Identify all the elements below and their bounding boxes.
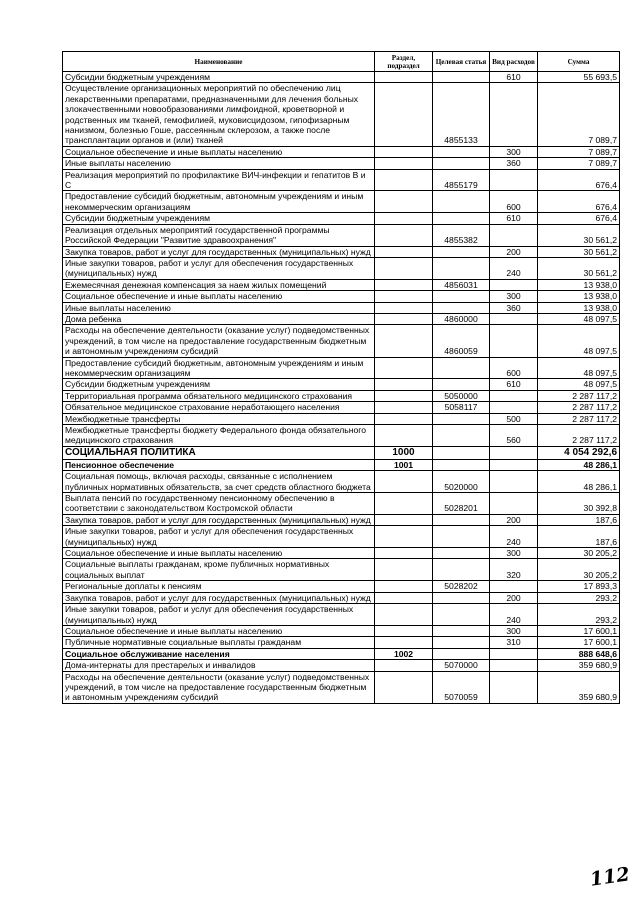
row-name: Субсидии бюджетным учреждениям — [63, 213, 375, 224]
table-row — [63, 548, 620, 559]
row-target: 5070000 — [433, 660, 490, 671]
row-name: Межбюджетные трансферты бюджету Федерального фонда обязательного медицинского страхования — [63, 425, 375, 447]
row-sum: 48 286,1 — [538, 471, 620, 493]
row-target — [433, 604, 490, 626]
row-name: Обязательное медицинское страхование неработающего населения — [63, 402, 375, 413]
row-sum: 48 097,5 — [538, 357, 620, 379]
row-sum: 676,4 — [538, 169, 620, 191]
table-row — [63, 514, 620, 525]
table-body — [63, 72, 620, 704]
row-type — [490, 169, 538, 191]
row-target — [433, 357, 490, 379]
header-section: Раздел, подраздел — [375, 52, 433, 72]
row-sum: 359 680,9 — [538, 671, 620, 703]
row-target — [433, 257, 490, 279]
table-row — [63, 379, 620, 390]
row-section — [375, 493, 433, 515]
row-name: Выплата пенсий по государственному пенсионному обеспечению в соответствии с законодательством Костромской области — [63, 493, 375, 515]
row-name: Пенсионное обеспечение — [63, 459, 375, 470]
row-type — [490, 459, 538, 470]
header-name: Наименование — [63, 52, 375, 72]
row-sum: 13 938,0 — [538, 302, 620, 313]
header-type: Вид расходов — [490, 52, 538, 72]
row-name: Предоставление субсидий бюджетным, автономным учреждениям и иным некоммерческим организациям — [63, 191, 375, 213]
row-sum: 359 680,9 — [538, 660, 620, 671]
table-row — [63, 390, 620, 401]
row-section — [375, 83, 433, 146]
row-sum: 2 287 117,2 — [538, 413, 620, 424]
row-sum: 187,6 — [538, 514, 620, 525]
row-name: СОЦИАЛЬНАЯ ПОЛИТИКА — [63, 446, 375, 459]
table-row — [63, 169, 620, 191]
row-type — [490, 390, 538, 401]
row-section — [375, 625, 433, 636]
row-section — [375, 514, 433, 525]
row-type: 500 — [490, 413, 538, 424]
row-type: 300 — [490, 548, 538, 559]
row-section — [375, 313, 433, 324]
row-target — [433, 413, 490, 424]
row-sum: 30 205,2 — [538, 559, 620, 581]
row-name: Закупка товаров, работ и услуг для государственных (муниципальных) нужд — [63, 246, 375, 257]
row-sum: 7 089,7 — [538, 146, 620, 157]
table-row — [63, 625, 620, 636]
table-row — [63, 325, 620, 357]
row-name: Предоставление субсидий бюджетным, автономным учреждениям и иным некоммерческим организациям — [63, 357, 375, 379]
row-type — [490, 671, 538, 703]
table-row — [63, 357, 620, 379]
row-type: 600 — [490, 357, 538, 379]
row-section — [375, 72, 433, 83]
row-section — [375, 604, 433, 626]
table-row — [63, 493, 620, 515]
row-name: Иные закупки товаров, работ и услуг для обеспечения государственных (муниципальных) нужд — [63, 526, 375, 548]
table-row — [63, 413, 620, 424]
table-row — [63, 191, 620, 213]
row-type: 300 — [490, 146, 538, 157]
table-row — [63, 604, 620, 626]
row-type — [490, 471, 538, 493]
row-sum: 2 287 117,2 — [538, 402, 620, 413]
row-section — [375, 279, 433, 290]
table-row — [63, 246, 620, 257]
row-sum: 13 938,0 — [538, 279, 620, 290]
row-target — [433, 146, 490, 157]
table-row — [63, 559, 620, 581]
budget-table — [62, 51, 620, 704]
table-row — [63, 446, 620, 459]
row-section: 1001 — [375, 459, 433, 470]
row-section — [375, 357, 433, 379]
row-section — [375, 390, 433, 401]
row-sum: 48 097,5 — [538, 325, 620, 357]
row-sum: 30 392,8 — [538, 493, 620, 515]
row-sum: 48 097,5 — [538, 379, 620, 390]
row-target: 5058117 — [433, 402, 490, 413]
row-name: Закупка товаров, работ и услуг для государственных (муниципальных) нужд — [63, 592, 375, 603]
row-type: 240 — [490, 257, 538, 279]
row-target — [433, 625, 490, 636]
row-section: 1002 — [375, 648, 433, 659]
row-section — [375, 671, 433, 703]
row-section — [375, 191, 433, 213]
table-row — [63, 224, 620, 246]
row-sum: 676,4 — [538, 191, 620, 213]
row-type: 600 — [490, 191, 538, 213]
row-section — [375, 660, 433, 671]
row-section — [375, 559, 433, 581]
row-type — [490, 648, 538, 659]
row-target — [433, 291, 490, 302]
row-name: Закупка товаров, работ и услуг для государственных (муниципальных) нужд — [63, 514, 375, 525]
table-row — [63, 526, 620, 548]
row-target: 5028202 — [433, 581, 490, 592]
table-row — [63, 213, 620, 224]
table-row — [63, 402, 620, 413]
table-row — [63, 83, 620, 146]
row-type: 240 — [490, 526, 538, 548]
row-type: 200 — [490, 246, 538, 257]
row-sum: 30 561,2 — [538, 246, 620, 257]
row-name: Расходы на обеспечение деятельности (оказание услуг) подведомственных учреждений, в том числе на предоставление государственным бюджетным и автономным учреждениям субсидий — [63, 325, 375, 357]
row-section: 1000 — [375, 446, 433, 459]
row-name: Реализация мероприятий по профилактике ВИЧ-инфекции и гепатитов В и С — [63, 169, 375, 191]
table-header-row — [63, 52, 620, 72]
row-section — [375, 637, 433, 648]
row-name: Иные закупки товаров, работ и услуг для обеспечения государственных (муниципальных) нужд — [63, 604, 375, 626]
row-name: Социальное обеспечение и иные выплаты населению — [63, 548, 375, 559]
row-target — [433, 246, 490, 257]
row-type: 200 — [490, 514, 538, 525]
row-target: 4860000 — [433, 313, 490, 324]
row-type: 610 — [490, 72, 538, 83]
row-target — [433, 548, 490, 559]
row-section — [375, 413, 433, 424]
row-target: 4855179 — [433, 169, 490, 191]
row-target — [433, 158, 490, 169]
row-target — [433, 379, 490, 390]
row-target — [433, 191, 490, 213]
table-row — [63, 146, 620, 157]
row-section — [375, 257, 433, 279]
row-target: 4855133 — [433, 83, 490, 146]
row-section — [375, 526, 433, 548]
row-target — [433, 446, 490, 459]
table-row — [63, 425, 620, 447]
table-row — [63, 313, 620, 324]
row-sum: 293,2 — [538, 592, 620, 603]
row-name: Социальное обслуживание населения — [63, 648, 375, 659]
row-type — [490, 581, 538, 592]
row-target: 4856031 — [433, 279, 490, 290]
row-type: 240 — [490, 604, 538, 626]
row-sum: 676,4 — [538, 213, 620, 224]
table-row — [63, 671, 620, 703]
row-name: Территориальная программа обязательного медицинского страхования — [63, 390, 375, 401]
row-name: Субсидии бюджетным учреждениям — [63, 72, 375, 83]
row-name: Социальное обеспечение и иные выплаты населению — [63, 146, 375, 157]
row-sum: 2 287 117,2 — [538, 390, 620, 401]
row-target: 4855382 — [433, 224, 490, 246]
row-name: Иные выплаты населению — [63, 158, 375, 169]
row-target — [433, 72, 490, 83]
row-name: Иные закупки товаров, работ и услуг для обеспечения государственных (муниципальных) нужд — [63, 257, 375, 279]
row-sum: 4 054 292,6 — [538, 446, 620, 459]
row-type — [490, 660, 538, 671]
row-sum: 2 287 117,2 — [538, 425, 620, 447]
table-row — [63, 291, 620, 302]
row-sum: 55 693,5 — [538, 72, 620, 83]
row-type — [490, 279, 538, 290]
row-sum: 17 600,1 — [538, 625, 620, 636]
row-section — [375, 592, 433, 603]
table-row — [63, 459, 620, 470]
row-section — [375, 379, 433, 390]
table-row — [63, 592, 620, 603]
row-type — [490, 325, 538, 357]
row-target: 5020000 — [433, 471, 490, 493]
row-target — [433, 514, 490, 525]
row-section — [375, 581, 433, 592]
row-section — [375, 325, 433, 357]
row-target — [433, 648, 490, 659]
row-type: 310 — [490, 637, 538, 648]
row-name: Ежемесячная денежная компенсация за наем жилых помещений — [63, 279, 375, 290]
row-name: Расходы на обеспечение деятельности (оказание услуг) подведомственных учреждений, в том числе на предоставление государственным бюджетным и автономным учреждениям субсидий — [63, 671, 375, 703]
row-type: 610 — [490, 379, 538, 390]
row-sum: 13 938,0 — [538, 291, 620, 302]
row-name: Социальная помощь, включая расходы, связанные с исполнением публичных нормативных обязательств, за счет средств областного бюджета — [63, 471, 375, 493]
row-target — [433, 213, 490, 224]
row-type — [490, 446, 538, 459]
row-target: 5050000 — [433, 390, 490, 401]
row-section — [375, 158, 433, 169]
row-sum: 30 561,2 — [538, 224, 620, 246]
header-sum: Сумма — [538, 52, 620, 72]
row-type: 300 — [490, 625, 538, 636]
row-type: 610 — [490, 213, 538, 224]
table-row — [63, 72, 620, 83]
row-target: 5028201 — [433, 493, 490, 515]
row-name: Межбюджетные трансферты — [63, 413, 375, 424]
table-row — [63, 660, 620, 671]
row-name: Иные выплаты населению — [63, 302, 375, 313]
row-sum: 17 893,3 — [538, 581, 620, 592]
row-sum: 187,6 — [538, 526, 620, 548]
row-type: 360 — [490, 158, 538, 169]
row-section — [375, 224, 433, 246]
row-target — [433, 425, 490, 447]
row-target — [433, 637, 490, 648]
row-name: Социальное обеспечение и иные выплаты населению — [63, 625, 375, 636]
row-target — [433, 592, 490, 603]
row-section — [375, 246, 433, 257]
row-section — [375, 146, 433, 157]
table-row — [63, 158, 620, 169]
row-target: 5070059 — [433, 671, 490, 703]
row-section — [375, 402, 433, 413]
table-row — [63, 648, 620, 659]
row-name: Дома-интернаты для престарелых и инвалидов — [63, 660, 375, 671]
table-row — [63, 637, 620, 648]
header-target: Целевая статья — [433, 52, 490, 72]
row-section — [375, 548, 433, 559]
row-sum: 888 648,6 — [538, 648, 620, 659]
row-type: 560 — [490, 425, 538, 447]
page-number: 112 — [588, 863, 632, 891]
row-type: 360 — [490, 302, 538, 313]
row-name: Социальное обеспечение и иные выплаты населению — [63, 291, 375, 302]
row-name: Региональные доплаты к пенсиям — [63, 581, 375, 592]
row-type: 200 — [490, 592, 538, 603]
row-sum: 293,2 — [538, 604, 620, 626]
row-target — [433, 559, 490, 581]
table-row — [63, 302, 620, 313]
row-sum: 30 205,2 — [538, 548, 620, 559]
row-section — [375, 213, 433, 224]
row-name: Субсидии бюджетным учреждениям — [63, 379, 375, 390]
row-type — [490, 402, 538, 413]
row-sum: 30 561,2 — [538, 257, 620, 279]
row-sum: 17 600,1 — [538, 637, 620, 648]
row-section — [375, 169, 433, 191]
row-sum: 7 089,7 — [538, 83, 620, 146]
row-section — [375, 302, 433, 313]
row-name: Дома ребенка — [63, 313, 375, 324]
row-target — [433, 302, 490, 313]
row-name: Социальные выплаты гражданам, кроме публичных нормативных социальных выплат — [63, 559, 375, 581]
row-type — [490, 493, 538, 515]
row-type — [490, 83, 538, 146]
table-row — [63, 581, 620, 592]
row-target: 4860059 — [433, 325, 490, 357]
row-target — [433, 526, 490, 548]
row-type: 300 — [490, 291, 538, 302]
row-target — [433, 459, 490, 470]
table-row — [63, 279, 620, 290]
row-name: Публичные нормативные социальные выплаты гражданам — [63, 637, 375, 648]
row-type — [490, 313, 538, 324]
row-name: Осуществление организационных мероприятий по обеспечению лиц лекарственными препаратами, предназначенными для лечения больных злокачественными новообразованиями лимфоидной, кроветворной и родственных им тканей, гемофилией, муковисцидозом, гипофизарным нанизмом, болезнью Гоше, рассеянным склерозом, а также после трансплантации органов и (или) тканей — [63, 83, 375, 146]
table-row — [63, 471, 620, 493]
row-section — [375, 425, 433, 447]
row-sum: 7 089,7 — [538, 158, 620, 169]
row-type — [490, 224, 538, 246]
row-sum: 48 097,5 — [538, 313, 620, 324]
table-row — [63, 257, 620, 279]
row-section — [375, 471, 433, 493]
row-section — [375, 291, 433, 302]
row-name: Реализация отдельных мероприятий государственной программы Российской Федерации "Развитие здравоохранения" — [63, 224, 375, 246]
row-type: 320 — [490, 559, 538, 581]
row-sum: 48 286,1 — [538, 459, 620, 470]
